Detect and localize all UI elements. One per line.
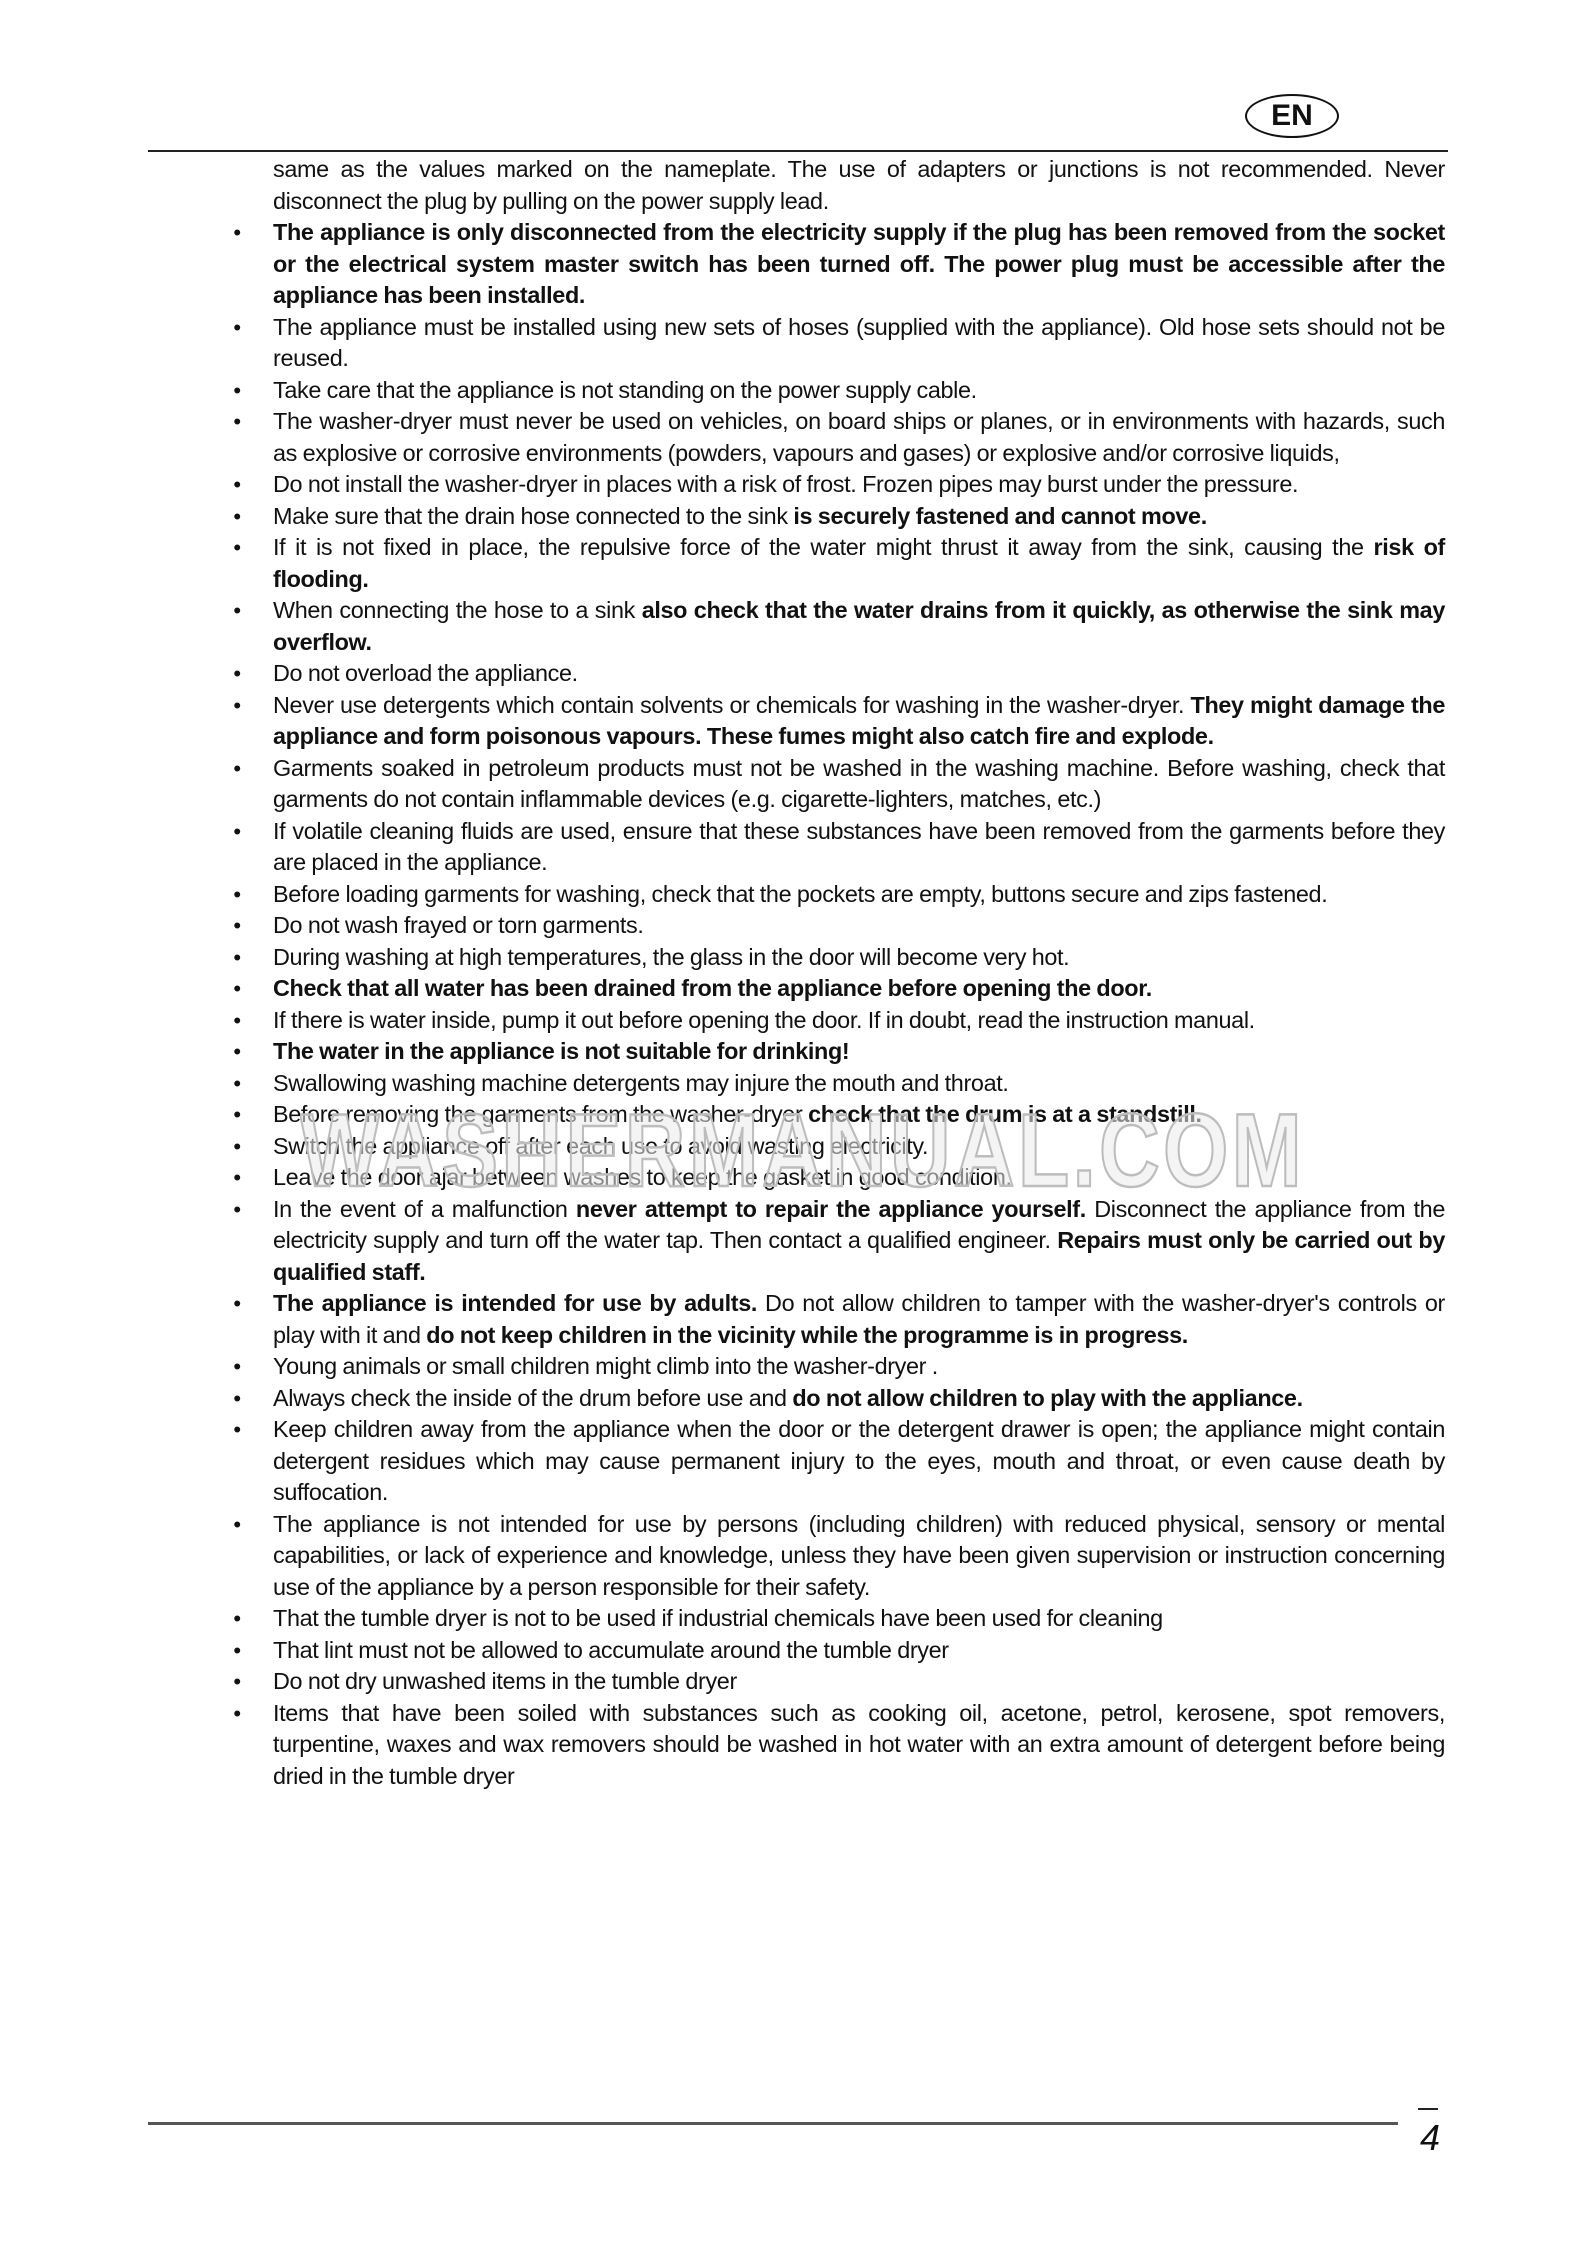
bullet-icon: • [233,1637,241,1663]
bullet-icon: • [233,755,241,781]
body-text: If there is water inside, pump it out before opening the door. If in doubt, read the instruction manual. [273,1006,1255,1033]
list-item [233,879,1445,911]
bullet-icon: • [233,472,241,497]
body-text: Do not dry unwashed items in the tumble dryer [273,1668,737,1694]
bullet-icon: • [233,1354,241,1379]
body-text: Keep children away from the appliance when the door or the detergent drawer is open; the appliance might contain detergent residues which may cause permanent injury to the eyes, mouth and throat, or even cause death by suffocation. [273,1416,1445,1505]
list-item [233,312,1445,375]
emphasis-text: also check that the water drains from it quickly, as otherwise the sink may overflow. [273,597,1445,655]
emphasis-text: The appliance is only disconnected from the electricity supply if the plug has been removed from the socket or the electrical system master switch has been turned off. The power plug must be accessible after the appliance has been installed. [273,219,1445,308]
body-text: Garments soaked in petroleum products must not be washed in the washing machine. Before washing, check that garments do not contain inflammable devices (e.g. cigarette-lighters, matches, etc.) [273,754,1445,812]
bullet-icon: • [233,1070,241,1096]
bullet-icon: • [233,220,241,245]
body-text: Switch the appliance off after each use to avoid wasting electricity. [273,1132,929,1159]
list-item [233,753,1445,816]
body-text: Do not overload the appliance. [273,660,578,686]
emphasis-text: Check that all water has been drained from the appliance before opening the door. [273,975,1152,1001]
bullet-icon: • [233,1007,241,1033]
emphasis-text: do not allow children to play with the appliance. [792,1384,1303,1411]
body-text: Before removing the garments from the washer-dryer [273,1101,809,1127]
list-item [233,1383,1445,1415]
list-item [233,595,1445,658]
body-text: Take care that the appliance is not standing on the power supply cable. [273,376,977,403]
body-text: same as the values marked on the nameplate. The use of adapters or junctions is not recommended. Never disconnect the plug by pulling on the power supply lead. [273,156,1445,214]
body-text: If volatile cleaning fluids are used, ensure that these substances have been removed from the garments before they are placed in the appliance. [273,817,1445,875]
list-item [233,1351,1445,1383]
body-text: Swallowing washing machine detergents may injure the mouth and throat. [273,1069,1009,1096]
body-text: Young animals or small children might climb into the washer-dryer . [273,1353,938,1379]
body-text: That the tumble dryer is not to be used if industrial chemicals have been used for cleaning [273,1605,1163,1631]
body-text: Do not allow children to tamper with the washer-dryer's controls or play with it and [273,1290,1445,1348]
list-item [233,1288,1445,1351]
list-item [233,1603,1445,1635]
bullet-icon: • [233,1165,241,1190]
list-item [233,1194,1446,1289]
emphasis-text: check that the drum is at a standstill. [808,1101,1202,1127]
body-text: Never use detergents which contain solvents or chemicals for washing in the washer-dryer. [273,691,1191,718]
body-text: That lint must not be allowed to accumulate around the tumble dryer [273,1636,949,1663]
list-item [233,973,1445,1005]
list-item [233,1036,1445,1068]
emphasis-text: is securely fastened and cannot move. [793,502,1207,529]
emphasis-text: never attempt to repair the appliance yourself. [575,1195,1086,1222]
bullet-icon: • [233,1417,241,1442]
list-item [233,1635,1445,1667]
bullet-icon: • [233,503,241,529]
list-item [233,217,1445,312]
list-item [233,1414,1445,1509]
emphasis-text: The water in the appliance is not suitable for drinking! [273,1038,850,1064]
bullet-icon: • [233,881,241,907]
body-text: Do not wash frayed or torn garments. [273,912,644,938]
list-item [233,501,1445,533]
body-text: Make sure that the drain hose connected to the sink [273,502,794,529]
bullet-icon: • [233,377,241,403]
list-item [233,1509,1445,1604]
safety-instructions-list [233,154,1446,1792]
bullet-icon: • [233,535,241,560]
continued-paragraph [273,154,1445,217]
body-text: When connecting the hose to a sink [273,597,642,623]
body-text: In the event of a malfunction [273,1195,576,1222]
bullet-icon: • [233,661,241,686]
body-text: The appliance must be installed using new sets of hoses (supplied with the appliance). Old hose sets should not be reused. [273,313,1445,371]
bullet-icon: • [233,1102,241,1127]
bullet-icon: • [233,314,241,340]
watermark-text: WASHERMANUAL.COM [300,1093,1305,1198]
emphasis-text: They might damage the appliance and form poisonous vapours. These fumes might also catch fire and explode. [273,691,1445,749]
body-text: The washer-dryer must never be used on vehicles, on board ships or planes, or in environments with hazards, such as explosive or corrosive environments (powders, vapours and gases) or explosive and/or corrosive liquids, [273,408,1445,466]
list-item [233,942,1445,974]
bullet-icon: • [233,976,241,1001]
body-text: Do not install the washer-dryer in places with a risk of frost. Frozen pipes may burst under the pressure. [273,471,1299,497]
emphasis-text: do not keep children in the vicinity while the programme is in progress. [426,1321,1188,1348]
emphasis-text: The appliance is intended for use by adults. [273,1290,757,1316]
bullet-icon: • [233,409,241,434]
list-item [233,1666,1445,1698]
list-item [233,406,1445,469]
bullet-icon: • [233,1669,241,1694]
list-item [233,469,1445,501]
bullet-icon: • [233,1511,241,1537]
bullet-icon: • [233,1700,241,1726]
list-item [233,1099,1445,1131]
body-text: Before loading garments for washing, check that the pockets are empty, buttons secure and zips fastened. [273,880,1328,907]
page-number-dash [1418,2108,1438,2110]
emphasis-text: risk of flooding. [273,534,1445,592]
list-item [233,1005,1445,1037]
bullet-icon: • [233,1291,241,1316]
bullet-icon: • [233,818,241,844]
list-item [233,532,1445,595]
list-item [233,816,1445,879]
bullet-icon: • [233,692,241,718]
language-badge: EN [1245,94,1339,138]
bullet-icon: • [233,944,241,970]
list-item [233,1068,1445,1100]
footer-divider [148,2122,1398,2125]
bullet-icon: • [233,1196,241,1222]
bullet-icon: • [233,1606,241,1631]
list-item [233,658,1445,690]
list-item [233,375,1445,407]
list-item [233,910,1445,942]
emphasis-text: Repairs must only be carried out by qualified staff. [273,1227,1445,1285]
header-divider [148,150,1448,152]
list-item [233,690,1445,753]
list-item [233,1698,1445,1793]
bullet-icon: • [233,1385,241,1411]
body-text: Items that have been soiled with substances such as cooking oil, acetone, petrol, kerosene, spot removers, turpentine, waxes and wax removers should be washed in hot water with an extra amount of detergent before being dried in the tumble dryer [273,1699,1445,1789]
body-text: Always check the inside of the drum before use and [273,1384,793,1411]
list-item [233,1162,1445,1194]
bullet-icon: • [233,1039,241,1064]
body-text: Leave the door ajar between washes to keep the gasket in good condition. [273,1164,1012,1190]
bullet-icon: • [233,1133,241,1159]
bullet-icon: • [233,598,241,623]
body-text: During washing at high temperatures, the glass in the door will become very hot. [273,943,1070,970]
body-text: If it is not fixed in place, the repulsive force of the water might thrust it away from the sink, causing the [273,534,1374,560]
list-item [233,1131,1445,1163]
bullet-icon: • [233,913,241,938]
body-text: Disconnect the appliance from the electricity supply and turn off the water tap. Then contact a qualified engineer. [273,1195,1446,1253]
page-number: 4 [1419,2117,1441,2158]
body-text: The appliance is not intended for use by persons (including children) with reduced physical, sensory or mental capabilities, or lack of experience and knowledge, unless they have been given supervision or instruction concerning use of the appliance by a person responsible for their safety. [273,1510,1445,1600]
